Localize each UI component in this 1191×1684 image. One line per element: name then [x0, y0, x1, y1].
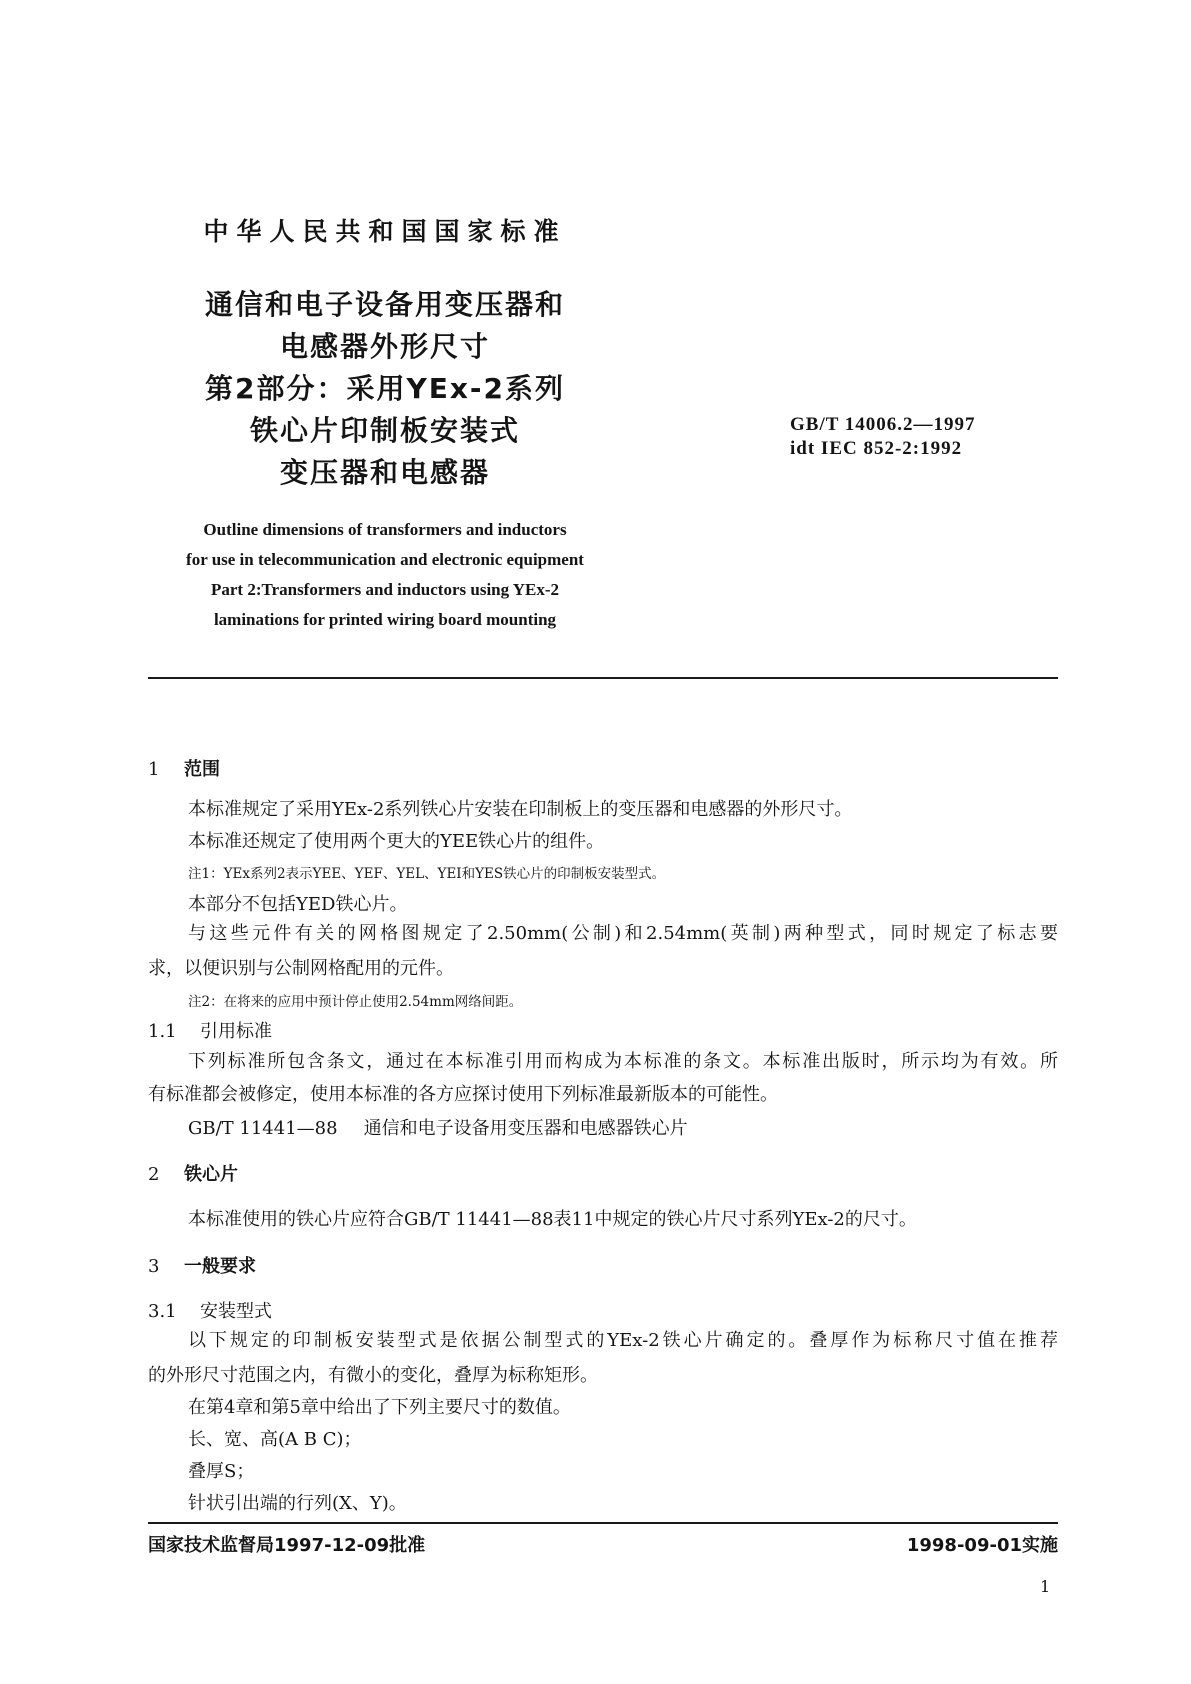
- paragraph: 本标准规定了采用YEx-2系列铁心片安装在印制板上的变压器和电感器的外形尺寸。: [188, 799, 853, 820]
- section-title: 安装型式: [200, 1301, 272, 1322]
- paragraph-continuation: 有标准都会被修定，使用本标准的各方应探讨使用下列标准最新版本的可能性。: [148, 1084, 778, 1105]
- chinese-title-line-1: 通信和电子设备用变压器和: [204, 288, 565, 321]
- paragraph: 本标准还规定了使用两个更大的YEE铁心片的组件。: [188, 831, 605, 852]
- english-title-line-3: Part 2:Transformers and inductors using YEx-2: [210, 580, 560, 599]
- chinese-title-line-4: 铁心片印制板安装式: [249, 414, 520, 447]
- paragraph: 与这些元件有关的网格图规定了2.50mm(公制)和2.54mm(英制)两种型式，同时规定了标志要: [188, 923, 1058, 944]
- header-divider: [148, 677, 1058, 679]
- section-3-1-heading: [148, 1297, 272, 1323]
- section-title: 铁心片: [184, 1164, 238, 1185]
- reference-entry: [188, 1114, 688, 1140]
- paragraph: 下列标准所包含条文，通过在本标准引用而构成为本标准的条文。本标准出版时，所示均为有效。所: [188, 1051, 1058, 1072]
- paragraph: 本部分不包括YED铁心片。: [188, 894, 408, 915]
- paragraph-continuation: 求，以便识别与公制网格配用的元件。: [148, 958, 454, 979]
- approval-date: 国家技术监督局1997-12-09批准: [148, 1535, 426, 1556]
- page-number: 1: [1040, 1577, 1051, 1596]
- chinese-title-line-5: 变压器和电感器: [279, 456, 490, 489]
- english-title-line-1: Outline dimensions of transformers and inductors: [203, 520, 567, 539]
- section-number: 1.1: [148, 1021, 177, 1042]
- section-1-1-heading: [148, 1017, 272, 1043]
- implementation-date: 1998-09-01实施: [906, 1535, 1058, 1556]
- section-number: 1: [148, 759, 160, 780]
- section-title: 引用标准: [200, 1021, 272, 1042]
- note-1: 注1：YEx系列2表示YEE、YEF、YEL、YEI和YES铁心片的印制板安装型式。: [188, 866, 666, 882]
- section-title: 范围: [184, 759, 220, 780]
- list-item: 叠厚S；: [188, 1461, 255, 1482]
- note-2: 注2：在将来的应用中预计停止使用2.54mm网络间距。: [188, 994, 523, 1010]
- reference-title: 通信和电子设备用变压器和电感器铁心片: [363, 1118, 688, 1139]
- list-item: 长、宽、高(A B C)；: [188, 1429, 362, 1450]
- english-title-line-4: laminations for printed wiring board mounting: [213, 610, 557, 629]
- section-1-heading: [148, 755, 220, 781]
- reference-code: GB/T 11441—88: [188, 1118, 338, 1139]
- paragraph: 本标准使用的铁心片应符合GB/T 11441—88表11中规定的铁心片尺寸系列YEx-2的尺寸。: [188, 1209, 917, 1230]
- national-standard-title: 中华人民共和国国家标准: [203, 217, 567, 246]
- chinese-title-line-2: 电感器外形尺寸: [279, 330, 490, 363]
- paragraph-continuation: 的外形尺寸范围之内，有微小的变化，叠厚为标称矩形。: [148, 1365, 598, 1386]
- idt-number: idt IEC 852-2:1992: [790, 438, 963, 459]
- chinese-title-line-3: 第2部分：采用YEx-2系列: [204, 372, 566, 405]
- section-2-heading: [148, 1160, 238, 1186]
- standard-number: GB/T 14006.2—1997: [790, 414, 976, 435]
- english-title-line-2: for use in telecommunication and electronic equipment: [186, 550, 584, 569]
- paragraph: 以下规定的印制板安装型式是依据公制型式的YEx-2铁心片确定的。叠厚作为标称尺寸值在推荐: [188, 1330, 1058, 1351]
- section-title: 一般要求: [184, 1256, 256, 1277]
- section-3-heading: [148, 1252, 256, 1278]
- section-number: 3.1: [148, 1301, 177, 1322]
- paragraph: 在第4章和第5章中给出了下列主要尺寸的数值。: [188, 1397, 571, 1418]
- section-number: 2: [148, 1164, 160, 1185]
- footer-divider: [148, 1522, 1058, 1524]
- section-number: 3: [148, 1256, 160, 1277]
- list-item: 针状引出端的行列(X、Y)。: [188, 1493, 407, 1514]
